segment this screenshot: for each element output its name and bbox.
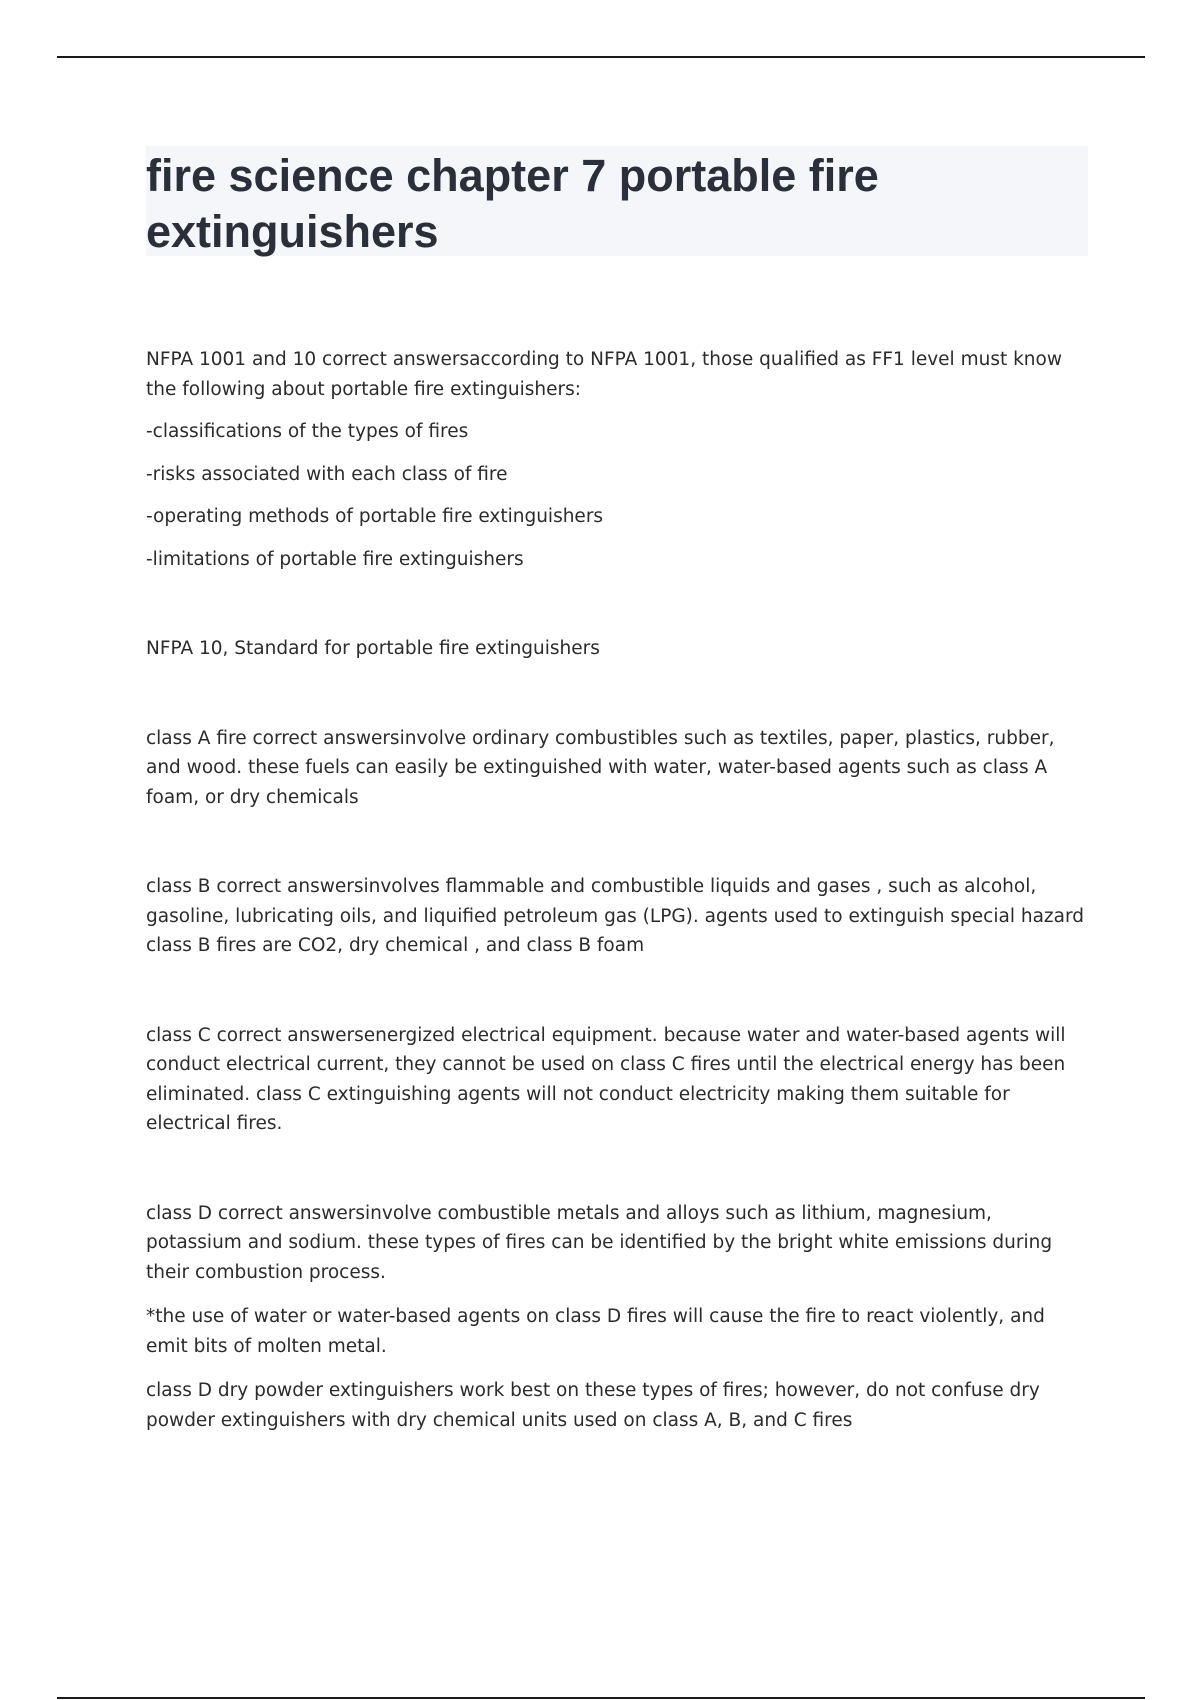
card-text: NFPA 10, Standard for portable fire extinguishers [146, 638, 600, 659]
card-text: class D dry powder extinguishers work best on these types of fires; however, do not confuse dry powder extinguishers with dry chemical units used on class A, B, and C fires [146, 1380, 1040, 1431]
title-banner [146, 146, 1088, 256]
card-class-c [146, 1021, 1086, 1139]
card-text: NFPA 1001 and 10 correct answersaccording to NFPA 1001, those qualified as FF1 level must know the following about portable fire extinguishers: [146, 349, 1062, 400]
card-nfpa-10 [146, 634, 1086, 664]
list-item: -operating methods of portable fire extinguishers [146, 506, 604, 527]
list-item: -limitations of portable fire extinguishers [146, 548, 524, 570]
spacer [146, 961, 1086, 1021]
list-item: -risks associated with each class of fire [146, 463, 508, 485]
spacer [146, 664, 1086, 724]
card-class-d [146, 1199, 1086, 1436]
spacer [146, 574, 1086, 634]
bottom-rule [57, 1697, 1145, 1699]
card-class-b [146, 872, 1086, 961]
card-text: class C correct answersenergized electrical equipment. because water and water-based agents will conduct electrical current, they cannot be used on class C fires until the electrical energy has been eliminated. class C extinguishing agents will not conduct electricity making them suitable for electrical fires. [146, 1024, 1066, 1134]
top-rule [57, 56, 1145, 58]
card-text: class B correct answersinvolves flammable and combustible liquids and gases , such as alcohol, gasoline, lubricating oils, and liquified petroleum gas (LPG). agents used to extinguish special hazard class B fires are CO2, dry chemical , and class B foam [146, 876, 1084, 956]
document-body [146, 345, 1086, 1435]
card-class-a [146, 724, 1086, 813]
spacer [146, 1139, 1086, 1199]
card-text: class D correct answersinvolve combustible metals and alloys such as lithium, magnesium, potassium and sodium. these types of fires can be identified by the bright white emissions during their combustion process. [146, 1202, 1053, 1283]
list-item: -classifications of the types of fires [146, 421, 469, 442]
card-nfpa-1001 [146, 345, 1086, 574]
card-text: *the use of water or water-based agents on class D fires will cause the fire to react violently, and emit bits of molten metal. [146, 1306, 1045, 1357]
card-text: class A fire correct answersinvolve ordinary combustibles such as textiles, paper, plastics, rubber, and wood. these fuels can easily be extinguished with water, water-based agents such as class A foam, or dry chemicals [146, 727, 1055, 808]
spacer [146, 812, 1086, 872]
document-title: fire science chapter 7 portable fire extinguishers [146, 150, 879, 257]
